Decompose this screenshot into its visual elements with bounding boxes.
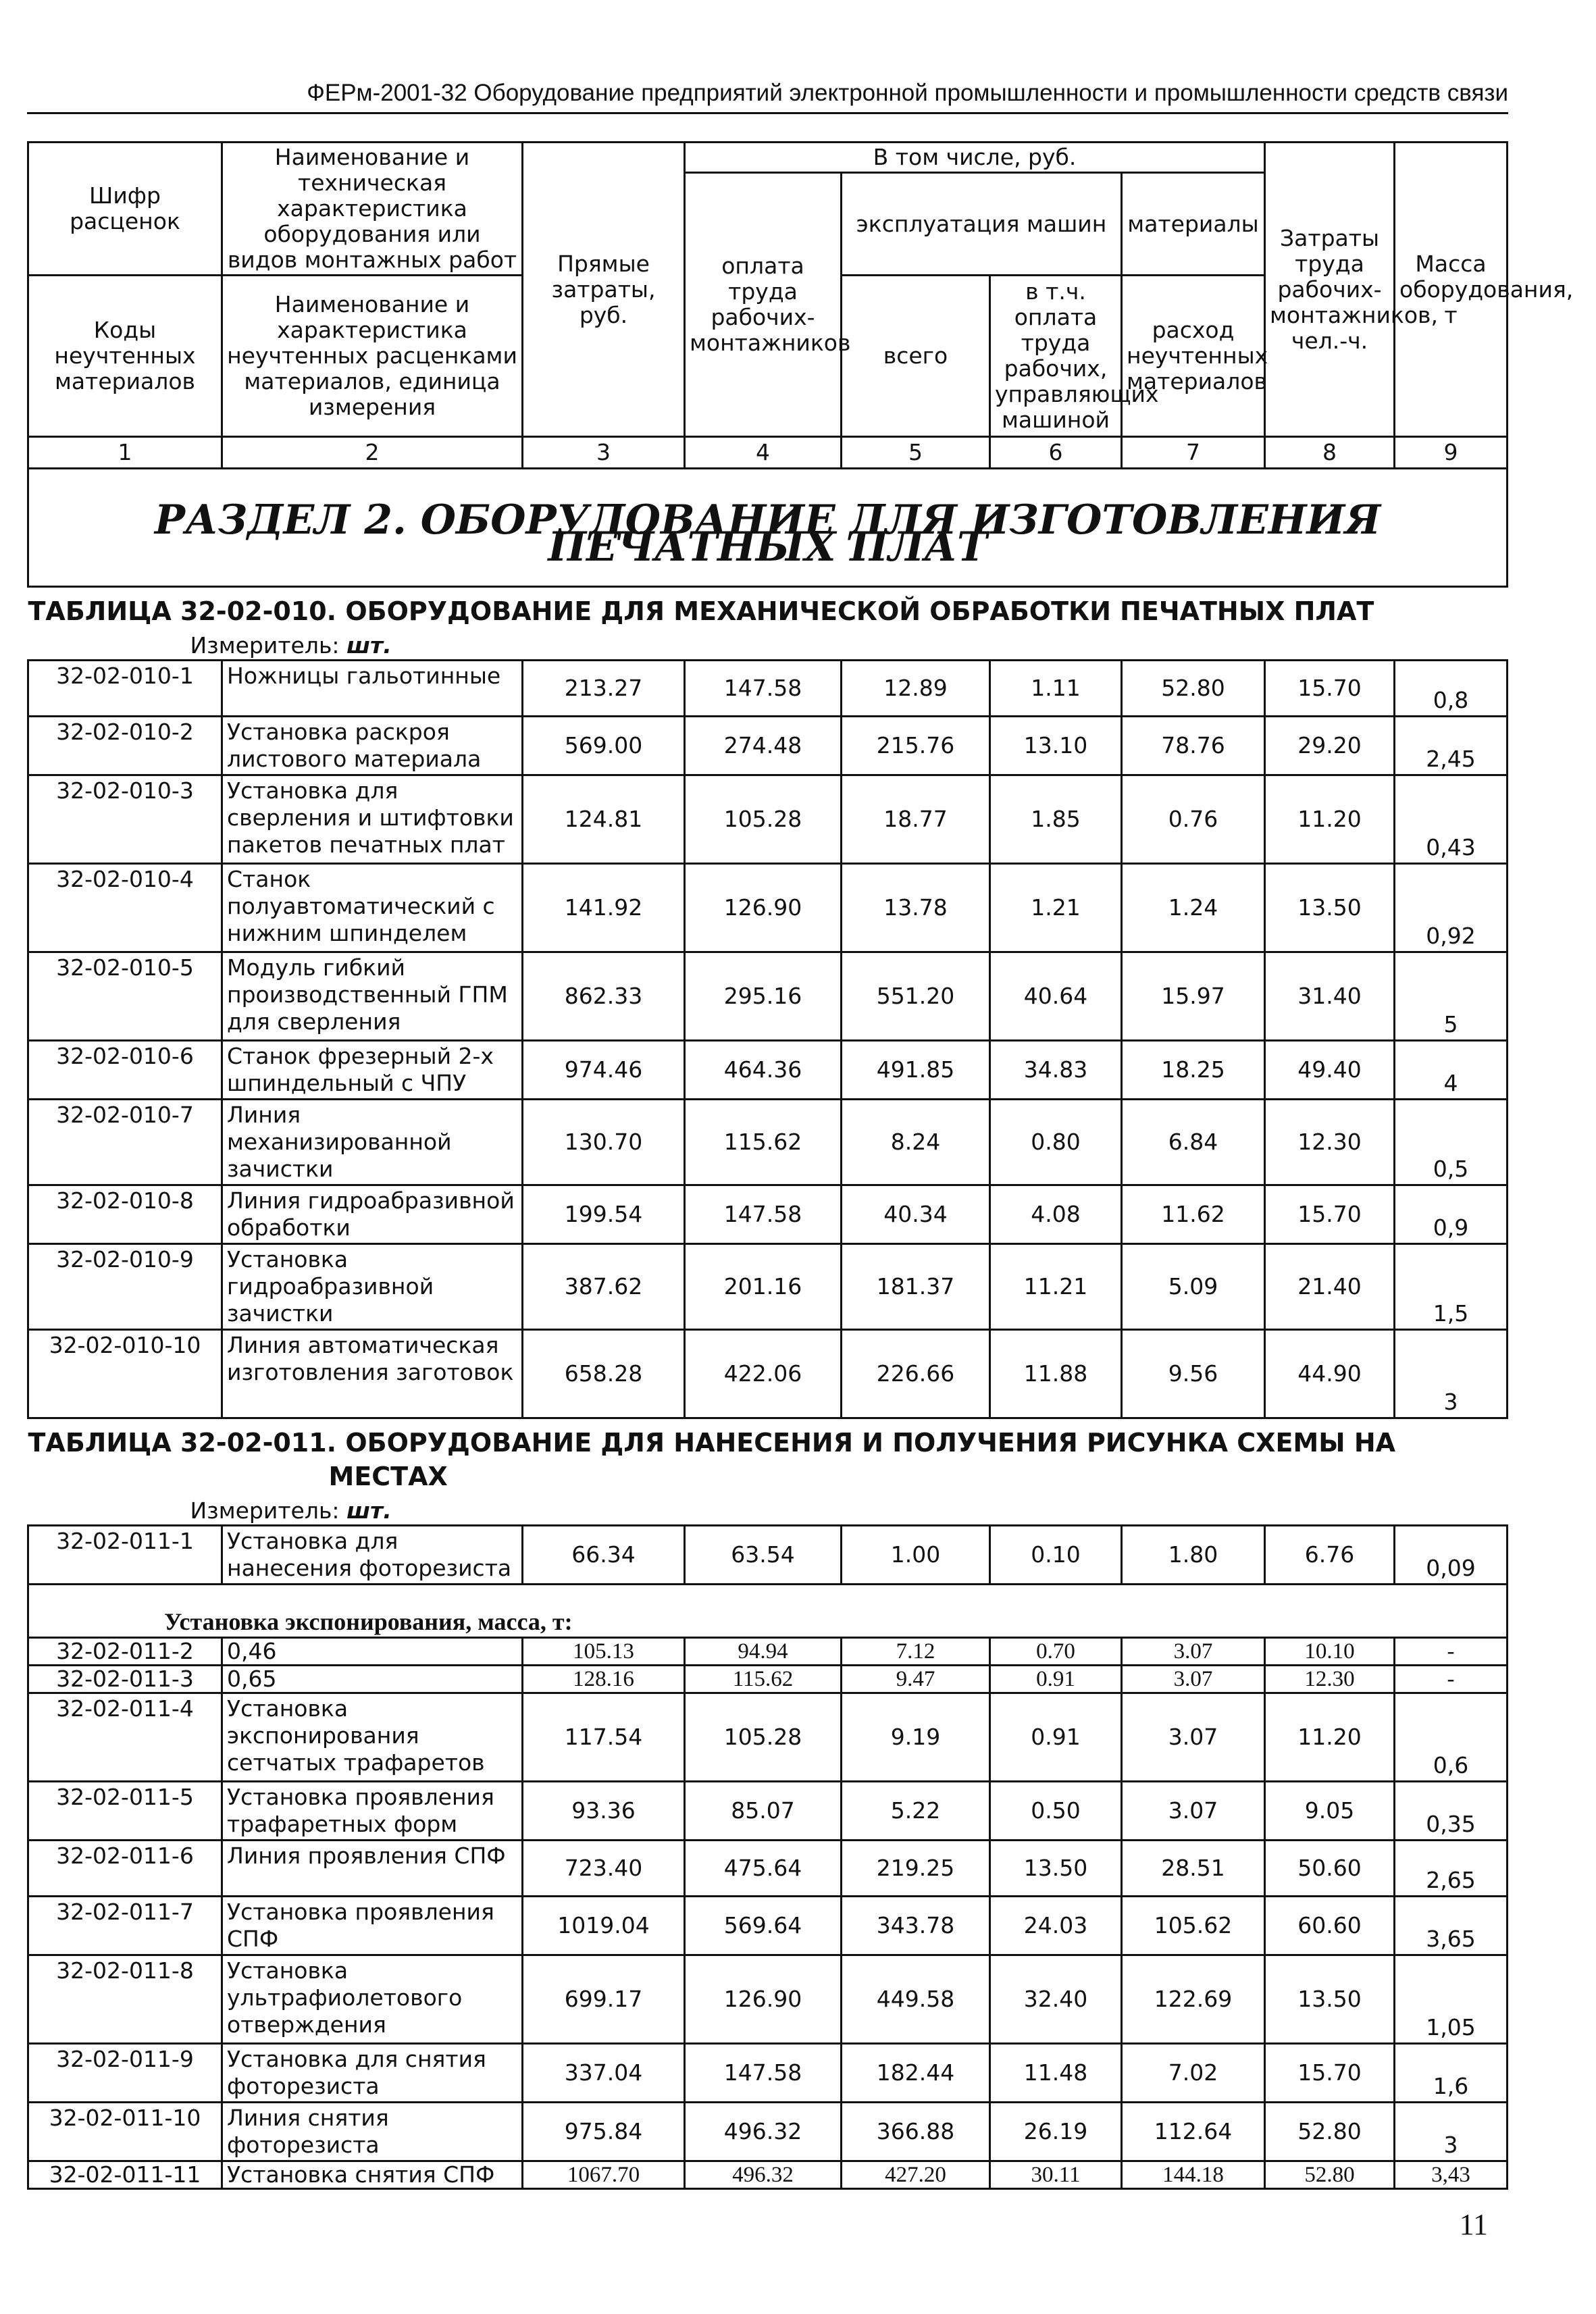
subsection-title: Установка экспонирования, масса, т: [28, 1585, 1508, 1638]
row-labor-hours: 52.80 [1265, 2103, 1395, 2161]
row-machine-total: 366.88 [842, 2103, 990, 2161]
table-row [28, 1330, 1508, 1418]
table-row [28, 2044, 1508, 2103]
table-row [28, 1526, 1508, 1585]
row-labor-pay: 295.16 [685, 952, 842, 1041]
row-direct-costs: 337.04 [523, 2044, 685, 2103]
row-machine-labor: 30.11 [990, 2161, 1122, 2189]
row-code: 32-02-010-7 [28, 1100, 222, 1185]
row-mass: 0,8 [1395, 661, 1508, 717]
row-mass: 5 [1395, 952, 1508, 1041]
row-labor-pay: 147.58 [685, 661, 842, 717]
table-row [28, 775, 1508, 864]
row-labor-hours: 15.70 [1265, 2044, 1395, 2103]
row-direct-costs: 699.17 [523, 1955, 685, 2044]
row-labor-hours: 52.80 [1265, 2161, 1395, 2189]
table-011-title [28, 1418, 1508, 1494]
row-labor-pay: 94.94 [685, 1638, 842, 1666]
rates-table [27, 141, 1574, 2190]
row-labor-hours: 9.05 [1265, 1782, 1395, 1841]
row-code: 32-02-011-5 [28, 1782, 222, 1841]
row-labor-hours: 31.40 [1265, 952, 1395, 1041]
row-mass: 3 [1395, 1330, 1508, 1418]
row-machine-labor: 34.83 [990, 1041, 1122, 1100]
row-labor-hours: 11.20 [1265, 775, 1395, 864]
row-code: 32-02-010-10 [28, 1330, 222, 1418]
row-code: 32-02-011-7 [28, 1897, 222, 1955]
table-row [28, 1782, 1508, 1841]
row-materials: 11.62 [1122, 1185, 1265, 1244]
table-010-unit [28, 628, 1508, 661]
row-materials: 3.07 [1122, 1693, 1265, 1782]
row-machine-total: 449.58 [842, 1955, 990, 2044]
row-machine-total: 215.76 [842, 717, 990, 775]
row-code: 32-02-010-4 [28, 864, 222, 952]
row-materials: 9.56 [1122, 1330, 1265, 1418]
row-direct-costs: 213.27 [523, 661, 685, 717]
row-mass: - [1395, 1666, 1508, 1693]
row-labor-pay: 496.32 [685, 2161, 842, 2189]
row-name: Модуль гибкий производственный ГПМ для сверления [222, 952, 523, 1041]
row-mass: 0,92 [1395, 864, 1508, 952]
row-mass: 2,45 [1395, 717, 1508, 775]
row-labor-hours: 15.70 [1265, 661, 1395, 717]
header-materials-unaccounted: расход неучтенных материалов [1122, 276, 1265, 437]
table-row [28, 864, 1508, 952]
row-labor-pay: 115.62 [685, 1666, 842, 1693]
row-labor-pay: 201.16 [685, 1244, 842, 1330]
row-direct-costs: 387.62 [523, 1244, 685, 1330]
row-machine-labor: 1.11 [990, 661, 1122, 717]
column-number: 6 [990, 437, 1122, 469]
row-direct-costs: 975.84 [523, 2103, 685, 2161]
row-labor-pay: 464.36 [685, 1041, 842, 1100]
row-machine-labor: 4.08 [990, 1185, 1122, 1244]
row-direct-costs: 128.16 [523, 1666, 685, 1693]
column-number: 1 [28, 437, 222, 469]
header-code-bottom: Коды неучтенных материалов [28, 276, 222, 437]
table-row [28, 1955, 1508, 2044]
row-machine-labor: 26.19 [990, 2103, 1122, 2161]
row-name: Установка проявления трафаретных форм [222, 1782, 523, 1841]
unit-value: шт. [346, 1497, 392, 1524]
header-direct-costs: Прямые затраты, руб. [523, 143, 685, 437]
row-direct-costs: 66.34 [523, 1526, 685, 1585]
row-labor-pay: 105.28 [685, 775, 842, 864]
row-code: 32-02-010-9 [28, 1244, 222, 1330]
row-labor-hours: 49.40 [1265, 1041, 1395, 1100]
row-name: Ножницы гальотинные [222, 661, 523, 717]
row-mass: - [1395, 1638, 1508, 1666]
row-materials: 3.07 [1122, 1666, 1265, 1693]
column-number: 7 [1122, 437, 1265, 469]
row-code: 32-02-010-6 [28, 1041, 222, 1100]
row-mass: 0,35 [1395, 1782, 1508, 1841]
table-row [28, 1693, 1508, 1782]
column-numbers-row [28, 437, 1508, 469]
table-row [28, 2161, 1508, 2189]
row-direct-costs: 124.81 [523, 775, 685, 864]
row-code: 32-02-011-10 [28, 2103, 222, 2161]
row-machine-labor: 0.10 [990, 1526, 1122, 1585]
row-machine-total: 219.25 [842, 1841, 990, 1897]
table-011-title-line2: МЕСТАХ [328, 1462, 448, 1491]
row-direct-costs: 199.54 [523, 1185, 685, 1244]
row-machine-labor: 13.10 [990, 717, 1122, 775]
column-number: 4 [685, 437, 842, 469]
row-machine-labor: 0.91 [990, 1666, 1122, 1693]
row-labor-pay: 115.62 [685, 1100, 842, 1185]
header-mass: Масса оборудования, т [1395, 143, 1508, 437]
row-machine-total: 427.20 [842, 2161, 990, 2189]
row-machine-total: 12.89 [842, 661, 990, 717]
table-row [28, 1841, 1508, 1897]
row-materials: 3.07 [1122, 1782, 1265, 1841]
row-direct-costs: 658.28 [523, 1330, 685, 1418]
row-labor-pay: 496.32 [685, 2103, 842, 2161]
row-name: 0,46 [222, 1638, 523, 1666]
row-name: Станок полуавтоматический с нижним шпинделем [222, 864, 523, 952]
row-labor-hours: 13.50 [1265, 864, 1395, 952]
row-machine-labor: 1.21 [990, 864, 1122, 952]
table-row [28, 1100, 1508, 1185]
row-materials: 0.76 [1122, 775, 1265, 864]
row-mass: 1,05 [1395, 1955, 1508, 2044]
row-direct-costs: 862.33 [523, 952, 685, 1041]
header-name-bottom: Наименование и характеристика неучтенных расценками материалов, единица измерения [222, 276, 523, 437]
row-machine-labor: 1.85 [990, 775, 1122, 864]
row-mass: 3 [1395, 2103, 1508, 2161]
row-materials: 3.07 [1122, 1638, 1265, 1666]
row-machine-total: 7.12 [842, 1638, 990, 1666]
row-machine-total: 226.66 [842, 1330, 990, 1418]
header-code-top: Шифр расценок [28, 143, 222, 276]
row-mass: 4 [1395, 1041, 1508, 1100]
row-materials: 105.62 [1122, 1897, 1265, 1955]
row-machine-labor: 0.91 [990, 1693, 1122, 1782]
header-name-top: Наименование и техническая характеристика оборудования или видов монтажных работ [222, 143, 523, 276]
row-mass: 0,9 [1395, 1185, 1508, 1244]
row-mass: 0,5 [1395, 1100, 1508, 1185]
row-labor-pay: 126.90 [685, 864, 842, 952]
row-materials: 52.80 [1122, 661, 1265, 717]
row-code: 32-02-011-3 [28, 1666, 222, 1693]
column-number: 9 [1395, 437, 1508, 469]
row-code: 32-02-011-9 [28, 2044, 222, 2103]
row-materials: 1.24 [1122, 864, 1265, 952]
row-mass: 0,43 [1395, 775, 1508, 864]
row-mass: 1,6 [1395, 2044, 1508, 2103]
column-number: 5 [842, 437, 990, 469]
row-direct-costs: 105.13 [523, 1638, 685, 1666]
row-labor-pay: 85.07 [685, 1782, 842, 1841]
header-machine-labor: в т.ч. оплата труда рабочих, управляющих машиной [990, 276, 1122, 437]
row-mass: 2,65 [1395, 1841, 1508, 1897]
row-labor-hours: 44.90 [1265, 1330, 1395, 1418]
row-mass: 3,43 [1395, 2161, 1508, 2189]
row-machine-labor: 11.21 [990, 1244, 1122, 1330]
unit-label: Измеритель: [190, 1497, 340, 1524]
row-name: Линия механизированной зачистки [222, 1100, 523, 1185]
table-011-unit [28, 1493, 1508, 1526]
row-materials: 144.18 [1122, 2161, 1265, 2189]
row-machine-total: 491.85 [842, 1041, 990, 1100]
row-code: 32-02-010-3 [28, 775, 222, 864]
row-labor-pay: 63.54 [685, 1526, 842, 1585]
row-materials: 7.02 [1122, 2044, 1265, 2103]
row-machine-total: 13.78 [842, 864, 990, 952]
row-machine-total: 551.20 [842, 952, 990, 1041]
row-labor-pay: 569.64 [685, 1897, 842, 1955]
table-row [28, 1666, 1508, 1693]
row-code: 32-02-010-2 [28, 717, 222, 775]
row-machine-total: 182.44 [842, 2044, 990, 2103]
column-number: 3 [523, 437, 685, 469]
table-row [28, 1244, 1508, 1330]
table-row [28, 952, 1508, 1041]
row-mass: 1,5 [1395, 1244, 1508, 1330]
row-materials: 5.09 [1122, 1244, 1265, 1330]
row-name: Линия проявления СПФ [222, 1841, 523, 1897]
row-code: 32-02-010-8 [28, 1185, 222, 1244]
row-direct-costs: 1019.04 [523, 1897, 685, 1955]
row-machine-total: 9.47 [842, 1666, 990, 1693]
row-materials: 28.51 [1122, 1841, 1265, 1897]
row-machine-labor: 0.70 [990, 1638, 1122, 1666]
row-labor-pay: 105.28 [685, 1693, 842, 1782]
row-name: Линия автоматическая изготовления заготовок [222, 1330, 523, 1418]
row-name: 0,65 [222, 1666, 523, 1693]
row-labor-pay: 274.48 [685, 717, 842, 775]
row-machine-total: 18.77 [842, 775, 990, 864]
row-labor-hours: 6.76 [1265, 1526, 1395, 1585]
running-header: ФЕРм-2001-32 Оборудование предприятий электронной промышленности и промышленности средств связи [27, 80, 1508, 114]
row-direct-costs: 1067.70 [523, 2161, 685, 2189]
row-code: 32-02-011-8 [28, 1955, 222, 2044]
row-direct-costs: 141.92 [523, 864, 685, 952]
row-name: Установка гидроабразивной зачистки [222, 1244, 523, 1330]
table-011-title-line1: ТАБЛИЦА 32-02-011. ОБОРУДОВАНИЕ ДЛЯ НАНЕСЕНИЯ И ПОЛУЧЕНИЯ РИСУНКА СХЕМЫ НА [28, 1428, 1396, 1458]
row-materials: 15.97 [1122, 952, 1265, 1041]
row-code: 32-02-011-4 [28, 1693, 222, 1782]
row-labor-hours: 12.30 [1265, 1666, 1395, 1693]
row-direct-costs: 974.46 [523, 1041, 685, 1100]
row-machine-labor: 0.50 [990, 1782, 1122, 1841]
row-labor-pay: 126.90 [685, 1955, 842, 2044]
row-code: 32-02-011-6 [28, 1841, 222, 1897]
row-name: Установка для снятия фоторезиста [222, 2044, 523, 2103]
row-name: Установка для нанесения фоторезиста [222, 1526, 523, 1585]
row-name: Линия гидроабразивной обработки [222, 1185, 523, 1244]
row-name: Установка снятия СПФ [222, 2161, 523, 2189]
row-direct-costs: 117.54 [523, 1693, 685, 1782]
header-labor-pay: оплата труда рабочих-монтажников [685, 173, 842, 437]
row-direct-costs: 130.70 [523, 1100, 685, 1185]
row-machine-total: 343.78 [842, 1897, 990, 1955]
row-code: 32-02-011-1 [28, 1526, 222, 1585]
row-materials: 122.69 [1122, 1955, 1265, 2044]
row-materials: 1.80 [1122, 1526, 1265, 1585]
page-number: 11 [1459, 2208, 1488, 2241]
row-mass: 0,09 [1395, 1526, 1508, 1585]
row-direct-costs: 723.40 [523, 1841, 685, 1897]
unit-label: Измеритель: [190, 632, 340, 659]
row-direct-costs: 93.36 [523, 1782, 685, 1841]
row-labor-hours: 29.20 [1265, 717, 1395, 775]
row-direct-costs: 569.00 [523, 717, 685, 775]
row-labor-hours: 15.70 [1265, 1185, 1395, 1244]
row-labor-hours: 60.60 [1265, 1897, 1395, 1955]
table-010-title: ТАБЛИЦА 32-02-010. ОБОРУДОВАНИЕ ДЛЯ МЕХАНИЧЕСКОЙ ОБРАБОТКИ ПЕЧАТНЫХ ПЛАТ [28, 587, 1508, 629]
row-code: 32-02-010-1 [28, 661, 222, 717]
row-name: Линия снятия фоторезиста [222, 2103, 523, 2161]
row-labor-hours: 13.50 [1265, 1955, 1395, 2044]
row-mass: 3,65 [1395, 1897, 1508, 1955]
row-labor-hours: 10.10 [1265, 1638, 1395, 1666]
row-labor-hours: 21.40 [1265, 1244, 1395, 1330]
row-machine-labor: 11.48 [990, 2044, 1122, 2103]
row-materials: 112.64 [1122, 2103, 1265, 2161]
column-number: 2 [222, 437, 523, 469]
row-machine-total: 40.34 [842, 1185, 990, 1244]
table-row [28, 661, 1508, 717]
row-name: Установка раскроя листового материала [222, 717, 523, 775]
row-code: 32-02-010-5 [28, 952, 222, 1041]
header-including: В том числе, руб. [685, 143, 1265, 173]
unit-value: шт. [346, 632, 392, 659]
row-machine-labor: 24.03 [990, 1897, 1122, 1955]
row-name: Установка проявления СПФ [222, 1897, 523, 1955]
table-row [28, 1897, 1508, 1955]
header-machine-total: всего [842, 276, 990, 437]
row-name: Установка экспонирования сетчатых трафаретов [222, 1693, 523, 1782]
row-labor-pay: 147.58 [685, 1185, 842, 1244]
row-code: 32-02-011-2 [28, 1638, 222, 1666]
row-materials: 6.84 [1122, 1100, 1265, 1185]
row-name: Станок фрезерный 2-х шпиндельный с ЧПУ [222, 1041, 523, 1100]
row-labor-pay: 422.06 [685, 1330, 842, 1418]
row-machine-total: 9.19 [842, 1693, 990, 1782]
row-mass: 0,6 [1395, 1693, 1508, 1782]
table-row [28, 717, 1508, 775]
row-name: Установка для сверления и штифтовки пакетов печатных плат [222, 775, 523, 864]
row-machine-labor: 32.40 [990, 1955, 1122, 2044]
row-machine-labor: 40.64 [990, 952, 1122, 1041]
section-title: РАЗДЕЛ 2. ОБОРУДОВАНИЕ ДЛЯ ИЗГОТОВЛЕНИЯ ПЕЧАТНЫХ ПЛАТ [28, 469, 1508, 587]
row-labor-hours: 11.20 [1265, 1693, 1395, 1782]
table-row [28, 2103, 1508, 2161]
header-machine-use: эксплуатация машин [842, 173, 1122, 276]
table-row [28, 1185, 1508, 1244]
row-labor-pay: 147.58 [685, 2044, 842, 2103]
row-machine-total: 5.22 [842, 1782, 990, 1841]
row-machine-total: 1.00 [842, 1526, 990, 1585]
header-materials: материалы [1122, 173, 1265, 276]
row-machine-labor: 11.88 [990, 1330, 1122, 1418]
row-materials: 78.76 [1122, 717, 1265, 775]
row-machine-labor: 0.80 [990, 1100, 1122, 1185]
table-row [28, 1638, 1508, 1666]
header-labor-hours: Затраты труда рабочих-монтажников, чел.-ч. [1265, 143, 1395, 437]
row-labor-hours: 12.30 [1265, 1100, 1395, 1185]
row-labor-pay: 475.64 [685, 1841, 842, 1897]
row-machine-labor: 13.50 [990, 1841, 1122, 1897]
column-number: 8 [1265, 437, 1395, 469]
row-code: 32-02-011-11 [28, 2161, 222, 2189]
table-row [28, 1041, 1508, 1100]
row-labor-hours: 50.60 [1265, 1841, 1395, 1897]
row-machine-total: 181.37 [842, 1244, 990, 1330]
row-name: Установка ультрафиолетового отверждения [222, 1955, 523, 2044]
row-materials: 18.25 [1122, 1041, 1265, 1100]
row-machine-total: 8.24 [842, 1100, 990, 1185]
